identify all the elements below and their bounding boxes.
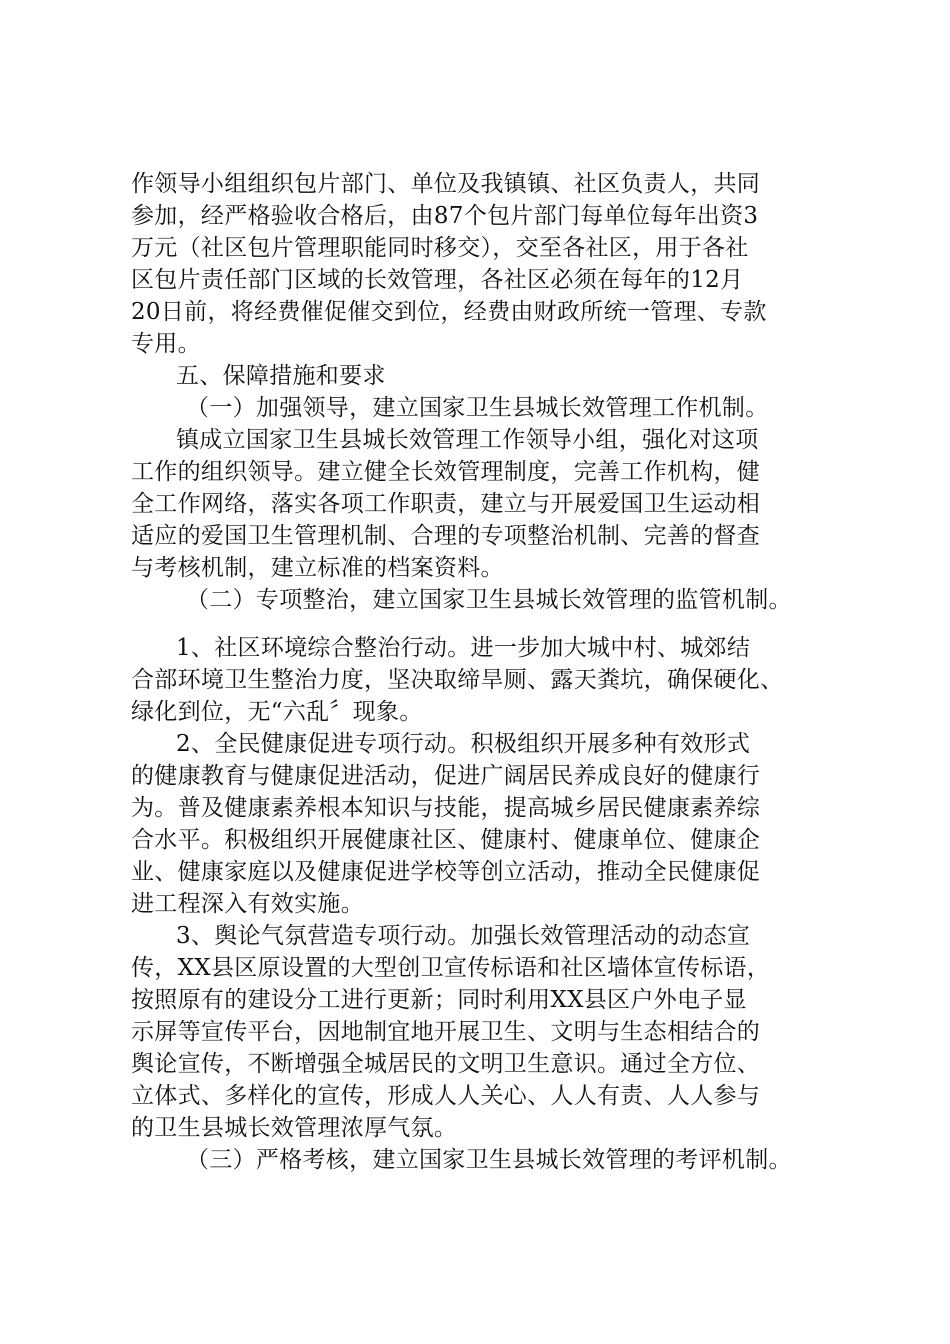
text-line: 3、舆论气氛营造专项行动。加强长效管理活动的动态宣 [176,923,751,949]
text-line: 合部环境卫生整治力度，坚决取缔旱厕、露天粪坑，确保硬化、 [131,667,784,693]
text-line: 万元（社区包片管理职能同时移交），交至各社区，用于各社 [131,235,749,261]
subsection-heading: （三）严格考核，建立国家卫生县城长效管理的考评机制。 [186,1147,792,1173]
text-line: 示屏等宣传平台，因地制宜地开展卫生、文明与生态相结合的 [131,1019,761,1045]
text-line: 区包片责任部门区域的长效管理，各社区必须在每年的12月 [131,267,744,293]
subsection-heading: （二）专项整治，建立国家卫生县城长效管理的监管机制。 [186,587,792,613]
text-line: 的健康教育与健康促进活动，促进广阔居民养成良好的健康行 [131,763,761,789]
text-line: 业、健康家庭以及健康促进学校等创立活动，推动全民健康促 [131,859,761,885]
text-line: 1、社区环境综合整治行动。进一步加大城中村、城郊结 [176,635,751,661]
section-heading: 五、保障措施和要求 [176,363,386,389]
text-line: 舆论宣传，不断增强全城居民的文明卫生意识。通过全方位、 [131,1051,761,1077]
subsection-heading: （一）加强领导，建立国家卫生县城长效管理工作机制。 [186,395,769,421]
text-line: 的卫生县城长效管理浓厚气氛。 [131,1115,458,1141]
text-line: 工作的组织领导。建立健全长效管理制度，完善工作机构，健 [131,459,761,485]
text-line: 适应的爱国卫生管理机制、合理的专项整治机制、完善的督查 [131,523,761,549]
text-line: 作领导小组组织包片部门、单位及我镇镇、社区负责人，共同 [131,171,761,197]
text-line: 按照原有的建设分工进行更新；同时利用XX县区户外电子显 [131,987,747,1013]
text-line: 绿化到位，无“六乱〞现象。 [131,699,423,725]
text-line: 立体式、多样化的宣传，形成人人关心、人人有责、人人参与 [131,1083,761,1109]
text-line: 20日前，将经费催促催交到位，经费由财政所统一管理、专款 [131,299,767,325]
text-line: 进工程深入有效实施。 [131,891,364,917]
text-line: 为。普及健康素养根本知识与技能，提高城乡居民健康素养综 [131,795,761,821]
text-line: 镇成立国家卫生县城长效管理工作领导小组，强化对这项 [176,427,759,453]
text-line: 全工作网络，落实各项工作职责，建立与开展爱国卫生运动相 [131,491,761,517]
text-line: 参加，经严格验收合格后，由87个包片部门每单位每年出资3 [131,203,759,229]
text-line: 传，XX县区原设置的大型创卫宣传标语和社区墙体宣传标语， [131,955,771,981]
text-line: 合水平。积极组织开展健康社区、健康村、健康单位、健康企 [131,827,761,853]
text-line: 2、全民健康促进专项行动。积极组织开展多种有效形式 [176,731,751,757]
text-line: 专用。 [131,331,201,357]
text-line: 与考核机制，建立标准的档案资料。 [131,555,504,581]
